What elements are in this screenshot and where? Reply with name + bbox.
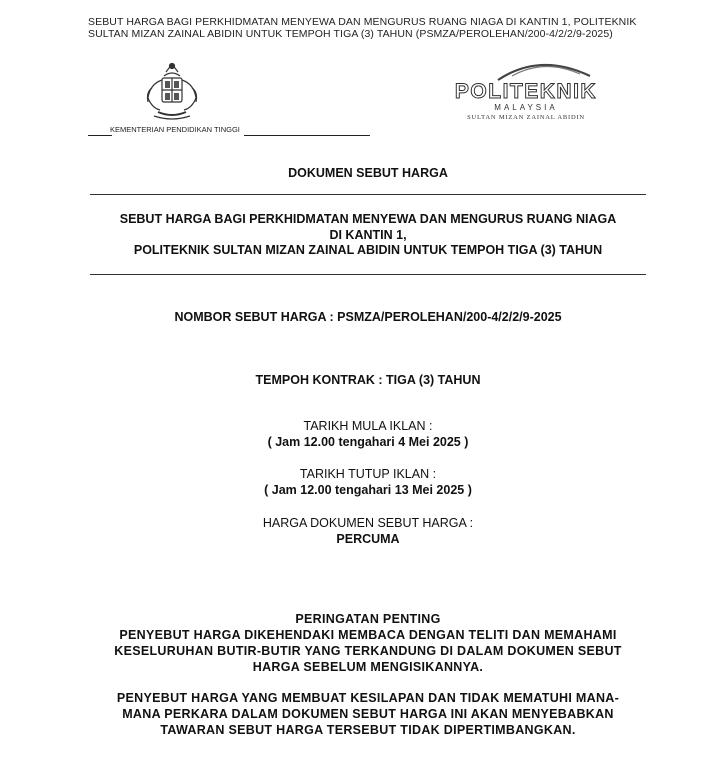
warning-p1-line-1: PENYEBUT HARGA DIKEHENDAKI MEMBACA DENGAN TELITI DAN MEMAHAMI: [119, 628, 617, 642]
warning-p1-line-3: HARGA SEBELUM MENGISIKANNYA.: [252, 660, 484, 674]
subject-line-1: SEBUT HARGA BAGI PERKHIDMATAN MENYEWA DAN MENGURUS RUANG NIAGA: [119, 212, 617, 226]
important-warning: [80, 611, 656, 675]
warning-p2-line-3: TAWARAN SEBUT HARGA TERSEBUT TIDAK DIPERTIMBANGKAN.: [160, 723, 576, 737]
document-subject: [90, 212, 646, 259]
subject-line-3: POLITEKNIK SULTAN MIZAN ZAINAL ABIDIN UNTUK TEMPOH TIGA (3) TAHUN: [133, 243, 603, 257]
document-title: DOKUMEN SEBUT HARGA: [288, 166, 448, 180]
logo-campus: SULTAN MIZAN ZAINAL ABIDIN: [467, 114, 585, 121]
contract-period: TEMPOH KONTRAK : TIGA (3) TAHUN: [255, 373, 481, 387]
ad-start-label: TARIKH MULA IKLAN :: [303, 419, 433, 433]
politeknik-logo: [440, 56, 612, 124]
warning-p1-line-2: KESELURUHAN BUTIR-BUTIR YANG TERKANDUNG DI DALAM DOKUMEN SEBUT: [114, 644, 622, 658]
logo-country: MALAYSIA: [494, 103, 558, 112]
coat-of-arms-icon: [136, 58, 208, 124]
logo-name: POLITEKNIK: [454, 80, 598, 103]
header-text: [88, 16, 648, 40]
quotation-number: NOMBOR SEBUT HARGA : PSMZA/PEROLEHAN/200-4/2/2/9-2025: [174, 310, 562, 324]
ad-start-block: [90, 418, 646, 450]
ministry-name: KEMENTERIAN PENDIDIKAN TINGGI: [110, 125, 240, 134]
document-price-label: HARGA DOKUMEN SEBUT HARGA :: [262, 516, 474, 530]
header-line-2: SULTAN MIZAN ZAINAL ABIDIN UNTUK TEMPOH TIGA (3) TAHUN (PSMZA/PEROLEHAN/200-4/2/2/9-2025): [88, 28, 613, 40]
document-price-value: PERCUMA: [336, 532, 400, 546]
warning-title: PERINGATAN PENTING: [295, 612, 441, 626]
ad-end-block: [90, 466, 646, 498]
ad-end-value: ( Jam 12.00 tengahari 13 Mei 2025 ): [264, 483, 472, 497]
important-warning-2: [80, 690, 656, 738]
warning-p2-line-1: PENYEBUT HARGA YANG MEMBUAT KESILAPAN DAN TIDAK MEMATUHI MANA-: [116, 691, 620, 705]
ad-end-label: TARIKH TUTUP IKLAN :: [299, 467, 437, 481]
divider-top: [90, 194, 646, 195]
subject-line-2: DI KANTIN 1,: [329, 227, 407, 242]
document-price-block: [90, 515, 646, 547]
ad-start-value: ( Jam 12.00 tengahari 4 Mei 2025 ): [267, 435, 469, 449]
warning-p2-line-2: MANA PERKARA DALAM DOKUMEN SEBUT HARGA INI AKAN MENYEBABKAN: [122, 707, 614, 721]
divider-bottom: [90, 274, 646, 275]
header-line-1: SEBUT HARGA BAGI PERKHIDMATAN MENYEWA DAN MENGURUS RUANG NIAGA DI KANTIN 1, POLITEKNIK: [88, 16, 637, 28]
ministry-line: [88, 124, 370, 136]
